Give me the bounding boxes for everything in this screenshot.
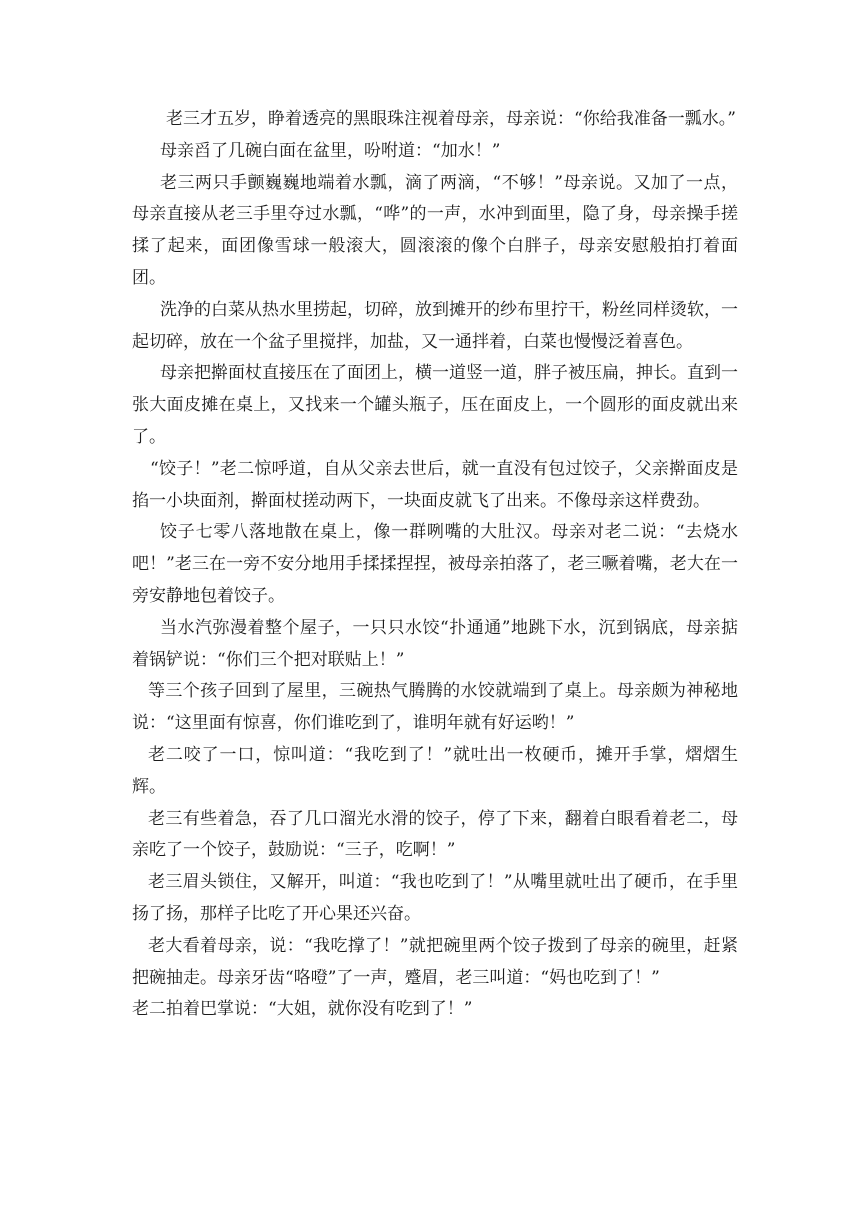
paragraph: 老大看着母亲，说：“我吃撑了！”就把碗里两个饺子拨到了母亲的碗里，赶紧把碗抽走。母亲牙齿“咯噔”了一声，蹙眉，老三叫道：“妈也吃到了！” — [132, 935, 738, 988]
story-text — [132, 104, 738, 1026]
paragraph: 洗净的白菜从热水里捞起，切碎，放到摊开的纱布里拧干，粉丝同样烫软，一起切碎，放在一个盆子里搅拌，加盐，又一通拌着，白菜也慢慢泛着喜色。 — [132, 299, 738, 352]
paragraph: 母亲把擀面杖直接压在了面团上，横一道竖一道，胖子被压扁，抻长。直到一张大面皮摊在桌上，又找来一个罐头瓶子，压在面皮上，一个圆形的面皮就出来了。 — [132, 363, 738, 447]
paragraph: “饺子！”老二惊呼道，自从父亲去世后，就一直没有包过饺子，父亲擀面皮是掐一小块面剂，擀面杖搓动两下，一块面皮就飞了出来。不像母亲这样费劲。 — [132, 458, 738, 511]
paragraph: 老三有些着急，吞了几口溜光水滑的饺子，停了下来，翻着白眼看着老二，母亲吃了一个饺子，鼓励说：“三子，吃啊！” — [132, 808, 738, 861]
paragraph: 老三才五岁，睁着透亮的黑眼珠注视着母亲，母亲说：“你给我准备一瓢水。” — [166, 109, 736, 129]
paragraph: 老三眉头锁住，又解开，叫道：“我也吃到了！”从嘴里就吐出了硬币，在手里扬了扬，那样子比吃了开心果还兴奋。 — [132, 872, 738, 924]
paragraph: 等三个孩子回到了屋里，三碗热气腾腾的水饺就端到了桌上。母亲颇为神秘地说：“这里面有惊喜，你们谁吃到了，谁明年就有好运哟！” — [132, 681, 738, 734]
paragraph: 饺子七零八落地散在桌上，像一群咧嘴的大肚汉。母亲对老二说：“去烧水吧！”老三在一旁不安分地用手揉揉捏捏，被母亲拍落了，老三噘着嘴，老大在一旁安静地包着饺子。 — [132, 522, 738, 606]
paragraph: 老三两只手颤巍巍地端着水瓢，滴了两滴，“不够！”母亲说。又加了一点，母亲直接从老三手里夺过水瓢，“哗”的一声，水冲到面里，隐了身，母亲操手搓揉了起来，面团像雪球一般滚大，圆滚滚的像个白胖子，母亲安慰般拍打着面团。 — [132, 172, 738, 288]
paragraph: 老二拍着巴掌说：“大姐，就你没有吃到了！” — [132, 999, 473, 1020]
paragraph: 当水汽弥漫着整个屋子，一只只水饺“扑通通”地跳下水，沉到锅底，母亲掂着锅铲说：“你们三个把对联贴上！” — [132, 617, 738, 670]
paragraph: 母亲舀了几碗白面在盆里，吩咐道：“加水！” — [160, 140, 501, 161]
paragraph: 老二咬了一口，惊叫道：“我吃到了！”就吐出一枚硬币，摊开手掌，熠熠生辉。 — [132, 744, 738, 797]
